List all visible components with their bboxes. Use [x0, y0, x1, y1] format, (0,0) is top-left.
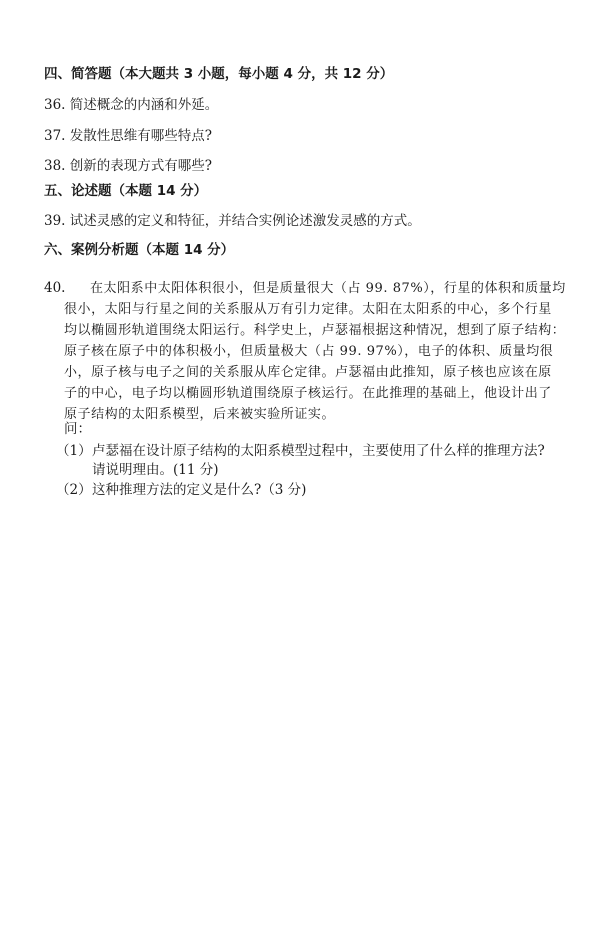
case-line: 均以椭圆形轨道围绕太阳运行。科学史上，卢瑟福根据这种情况，想到了原子结构： — [64, 323, 566, 338]
section-5-heading: 五、论述题（本题 14 分） — [44, 183, 208, 199]
case-text — [64, 278, 564, 425]
question-38: 38. 创新的表现方式有哪些? — [44, 158, 212, 174]
sub-question-1-marker: （1） — [56, 443, 92, 459]
case-line: 小，原子核与电子之间的关系服从库仑定律。卢瑟福由此推知，原子核也应该在原 — [64, 365, 552, 380]
case-line: 子的中心，电子均以椭圆形轨道围绕原子核运行。在此推理的基础上，他设计出了 — [64, 386, 552, 401]
case-ask-label: 问： — [64, 421, 91, 437]
question-39: 39. 试述灵感的定义和特征，并结合实例论述激发灵感的方式。 — [44, 213, 421, 229]
section-4-heading: 四、简答题（本大题共 3 小题，每小题 4 分，共 12 分） — [44, 66, 394, 82]
section-6-heading: 六、案例分析题（本题 14 分） — [44, 242, 235, 258]
case-line: 很小，太阳与行星之间的关系服从万有引力定律。太阳在太阳系的中心，多个行星 — [64, 302, 552, 317]
question-36: 36. 简述概念的内涵和外延。 — [44, 97, 219, 113]
sub-question-2-marker: （2） — [56, 482, 92, 498]
question-37: 37. 发散性思维有哪些特点? — [44, 128, 212, 144]
case-line: 在太阳系中太阳体积很小，但是质量很大（占 99. 87%），行星的体积和质量均 — [90, 281, 566, 296]
sub-question-1-continuation: 请说明理由。(11 分) — [92, 462, 219, 478]
sub-question-1-text: 卢瑟福在设计原子结构的太阳系模型过程中，主要使用了什么样的推理方法? — [92, 443, 545, 459]
sub-question-2-text: 这种推理方法的定义是什么?（3 分) — [92, 482, 307, 498]
case-line: 原子结构的太阳系模型，后来被实验所证实。 — [64, 407, 336, 422]
question-40-number: 40. — [44, 280, 66, 296]
case-line: 原子核在原子中的体积极小，但质量极大（占 99. 97%），电子的体积、质量均很 — [64, 344, 554, 359]
